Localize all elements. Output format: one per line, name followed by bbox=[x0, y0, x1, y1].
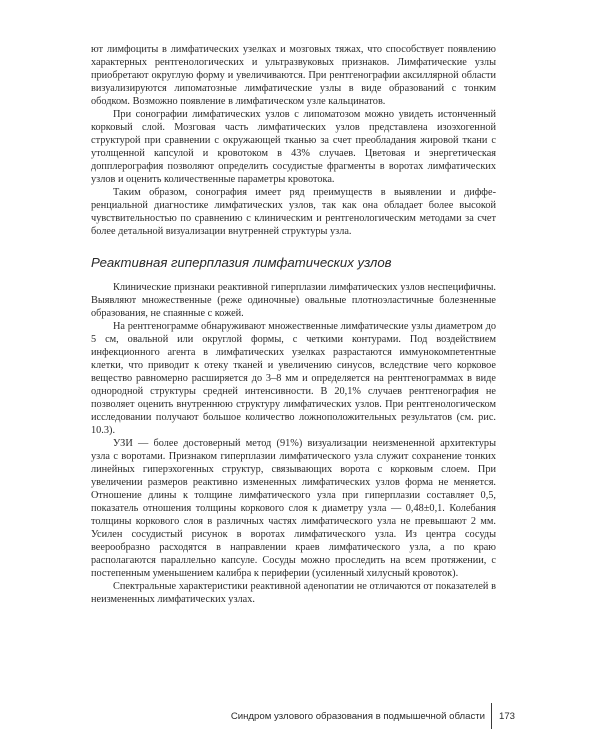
body-paragraph: На рентгенограмме обнаруживают множественные лимфатические узлы диаметром до 5 см, овальной или округлой формы, с четкими контурами. Под воздействием инфекционного агента в лимфатических узелках разрастаются иммунокомпетентные клетки, что приводит к отеку тканей и увеличению синусов, вследствие чего корковое вещество равномерно расширяется до 3–8 мм и определяется на рентгенограммах в виде однородной структуры средней интенсивности. В 20,1% случаев рентгенография не позволяет оценить внутреннюю структуру лимфатических узлов. При рентгенологическом исследовании получают большое количество ложноположительных результатов (см. рис. 10.3). bbox=[91, 321, 496, 436]
footer-divider bbox=[491, 703, 492, 729]
page-footer bbox=[0, 700, 600, 730]
running-title: Синдром узлового образования в подмышечной области bbox=[230, 711, 485, 722]
body-paragraph: ют лимфоциты в лимфатических узелках и мозговых тяжах, что способствует появлению характерных рентгенологических и ультразвуковых признаков. Лимфатические узлы приобретают округлую форму и увеличиваются. При рентгенографии аксиллярной области визуализируются липоматозные лимфатические узлы в виде образований с тонким ободком. Возможно появление в лимфатическом узле кальцинатов. bbox=[91, 44, 496, 107]
body-paragraph: Спектральные характеристики реактивной аденопатии не отличаются от показателей в неизмененных лимфатических узлах. bbox=[91, 581, 496, 605]
body-paragraph: Таким образом, сонография имеет ряд преимуществ в выявлении и дифференциальной диагностике лимфатических узлов, так как она обладает более высокой чувствительностью по сравнению с клиническим и рентгенологическим методами за счет более детальной визуализации внутренней структуры узла. bbox=[91, 187, 496, 237]
body-paragraph: УЗИ — более достоверный метод (91%) визуализации неизмененной архитектуры узла с воротами. Признаком гиперплазии лимфатического узла служит сохранение тонких линейных гиперэхогенных структур, связывающих ворота с корковым слоем. При увеличении размеров реактивно измененных лимфатических узлов форма не меняется. Отношение длины к толщине лимфатического узла при гиперплазии составляет 0,5, показатель отношения толщины коркового слоя к диаметру узла — 0,48±0,1. Колебания толщины коркового слоя в различных частях лимфатического узла не превышают 2 мм. Усилен сосудистый рисунок в воротах лимфатического узла. Из центра сосуды веерообразно расходятся в направлении краев лимфатического узла, а по краю располагаются параллельно капсуле. Сосуды можно проследить на всем протяжении, с постепенным уменьшением калибра к периферии (усиленный хилусный кровоток). bbox=[91, 438, 496, 579]
section-heading: Реактивная гиперплазия лимфатических узлов bbox=[91, 255, 392, 270]
page-body bbox=[91, 43, 496, 606]
body-paragraph: При сонографии лимфатических узлов с липоматозом можно увидеть истонченный корковый слой. Мозговая часть лимфатических узлов представлена изоэхогенной структурой при сравнении с окружающей тканью за счет преобладания жировой ткани с утолщенной капсулой и кровотоком в 43% случаев. Цветовая и энергетическая допплерография позволяют определить сосудистые фрагменты в воротах лимфатических узлов и оценить количественные параметры кровотока. bbox=[91, 109, 496, 185]
page-number: 173 bbox=[499, 711, 516, 722]
body-paragraph: Клинические признаки реактивной гиперплазии лимфатических узлов неспецифичны. Выявляют множественные (реже одиночные) овальные плотноэластичные болезненные образования, не спаянные с кожей. bbox=[91, 282, 496, 319]
